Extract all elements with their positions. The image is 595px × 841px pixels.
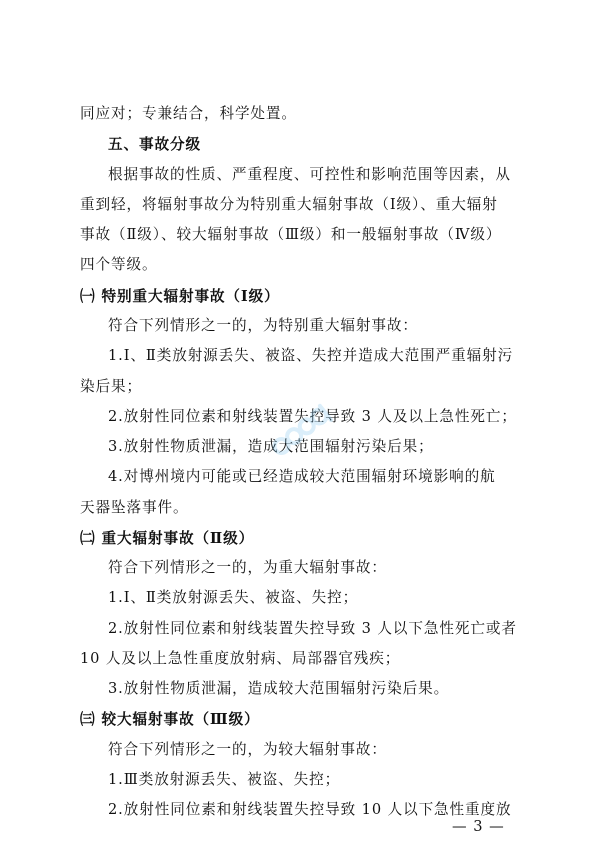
paragraph-line: 同应对；专兼结合，科学处置。 — [80, 105, 297, 122]
list-item: 2.放射性同位素和射线装置失控导致 10 人以下急性重度放 — [108, 801, 512, 818]
list-item: 2.放射性同位素和射线装置失控导致 3 人及以上急性死亡； — [108, 408, 517, 425]
paragraph-line: 事故（Ⅱ级）、较大辐射事故（Ⅲ级）和一般辐射事故（Ⅳ级） — [80, 226, 502, 243]
list-item: 1.Ⅰ、Ⅱ类放射源丢失、被盗、失控并造成大范围严重辐射污 — [108, 347, 514, 364]
list-item: 4.对博州境内可能或已经造成较大范围辐射环境影响的航 — [108, 468, 496, 485]
paragraph-line: 符合下列情形之一的，为特别重大辐射事故： — [108, 317, 418, 334]
paragraph-line: 天器坠落事件。 — [80, 499, 189, 516]
paragraph-line: 符合下列情形之一的，为重大辐射事故： — [108, 559, 387, 576]
list-item: 3.放射性物质泄漏，造成大范围辐射污染后果； — [108, 438, 434, 455]
subsection-heading: ㈡ 重大辐射事故（Ⅱ级） — [80, 530, 255, 547]
list-item: 2.放射性同位素和射线装置失控导致 3 人以下急性死亡或者 — [108, 620, 517, 637]
subsection-heading: ㈢ 较大辐射事故（Ⅲ级） — [80, 711, 260, 728]
paragraph-line: 10 人及以上急性重度放射病、局部器官残疾； — [80, 650, 401, 667]
paragraph-line: 根据事故的性质、严重程度、可控性和影响范围等因素，从 — [108, 166, 511, 183]
paragraph-line: 染后果； — [80, 378, 142, 395]
page-number: — 3 — — [452, 818, 505, 835]
paragraph-line: 符合下列情形之一的，为较大辐射事故： — [108, 741, 387, 758]
paragraph-line: 重到轻，将辐射事故分为特别重大辐射事故（Ⅰ级）、重大辐射 — [80, 196, 498, 213]
list-item: 1.Ⅲ类放射源丢失、被盗、失控； — [108, 771, 341, 788]
paragraph-line: 四个等级。 — [80, 256, 158, 273]
list-item: 3.放射性物质泄漏，造成较大范围辐射污染后果。 — [108, 680, 450, 697]
subsection-heading: ㈠ 特别重大辐射事故（Ⅰ级） — [80, 288, 280, 305]
list-item: 1.Ⅰ、Ⅱ类放射源丢失、被盗、失控； — [108, 589, 359, 606]
section-heading: 五、事故分级 — [108, 136, 201, 153]
